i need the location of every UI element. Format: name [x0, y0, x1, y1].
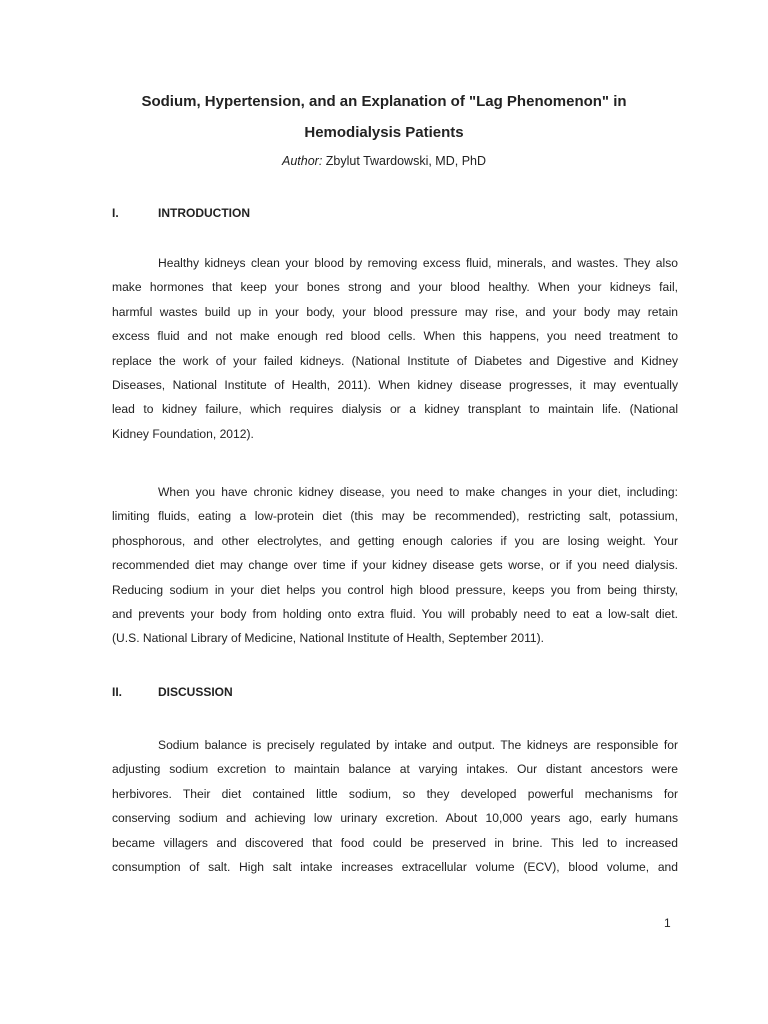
paragraph-intro-2 — [112, 480, 678, 651]
section-number: II. — [112, 685, 123, 699]
paragraph-discussion-1 — [112, 733, 678, 879]
text-line: Diseases, National Institute of Health, 2011). When kidney disease progresses, it may eventually — [112, 377, 678, 392]
document-title-line-1: Sodium, Hypertension, and an Explanation of "Lag Phenomenon" in — [141, 93, 627, 110]
text-line: Sodium balance is precisely regulated by intake and output. The kidneys are responsible for — [158, 738, 678, 752]
text-line: (U.S. National Library of Medicine, National Institute of Health, September 2011). — [112, 631, 545, 646]
document-title-line-2: Hemodialysis Patients — [304, 124, 464, 141]
text-line: conserving sodium and achieving low urinary excretion. About 10,000 years ago, early humans — [112, 811, 678, 826]
text-line: Kidney Foundation, 2012). — [112, 426, 254, 441]
author-line — [0, 154, 768, 168]
text-line: replace the work of your failed kidneys. (National Institute of Diabetes and Digestive and Kidney — [112, 353, 678, 368]
text-line: excess fluid and not make enough red blood cells. When this happens, you need treatment to — [112, 329, 678, 344]
paragraph-intro-1 — [112, 251, 678, 446]
author-label: Author: — [281, 154, 323, 168]
section-title: INTRODUCTION — [158, 206, 250, 220]
section-heading-introduction — [112, 206, 250, 220]
text-line: Reducing sodium in your diet helps you control high blood pressure, keeps you from being thirsty, — [112, 582, 678, 597]
text-line: Healthy kidneys clean your blood by removing excess fluid, minerals, and wastes. They also — [158, 256, 678, 270]
text-line: adjusting sodium excretion to maintain balance at varying intakes. Our distant ancestors were — [112, 762, 678, 777]
text-line: consumption of salt. High salt intake increases extracellular volume (ECV), blood volume, and — [112, 859, 678, 874]
text-line: recommended diet may change over time if your kidney disease gets worse, or if you need dialysis. — [112, 558, 678, 573]
text-line: herbivores. Their diet contained little sodium, so they developed powerful mechanisms for — [112, 786, 678, 801]
text-line: lead to kidney failure, which requires dialysis or a kidney transplant to maintain life. (National — [112, 402, 678, 417]
text-line: limiting fluids, eating a low-protein diet (this may be recommended), restricting salt, potassium, — [112, 509, 678, 524]
section-title: DISCUSSION — [158, 685, 233, 699]
text-line: and prevents your body from holding onto extra fluid. You will probably need to eat a low-salt diet. — [112, 606, 678, 621]
section-number: I. — [112, 206, 119, 220]
text-line: harmful wastes build up in your body, your blood pressure may rise, and your body may retain — [112, 304, 678, 319]
text-line: When you have chronic kidney disease, you need to make changes in your diet, including: — [158, 485, 678, 499]
text-line: became villagers and discovered that food could be preserved in brine. This led to increased — [112, 835, 678, 850]
section-heading-discussion — [112, 685, 233, 699]
text-line: make hormones that keep your bones strong and your blood healthy. When your kidneys fail, — [112, 280, 678, 295]
author-name: Zbylut Twardowski, MD, PhD — [325, 154, 487, 168]
page-number: 1 — [664, 916, 671, 930]
text-line: phosphorous, and other electrolytes, and getting enough calories if you are losing weight. Your — [112, 533, 678, 548]
